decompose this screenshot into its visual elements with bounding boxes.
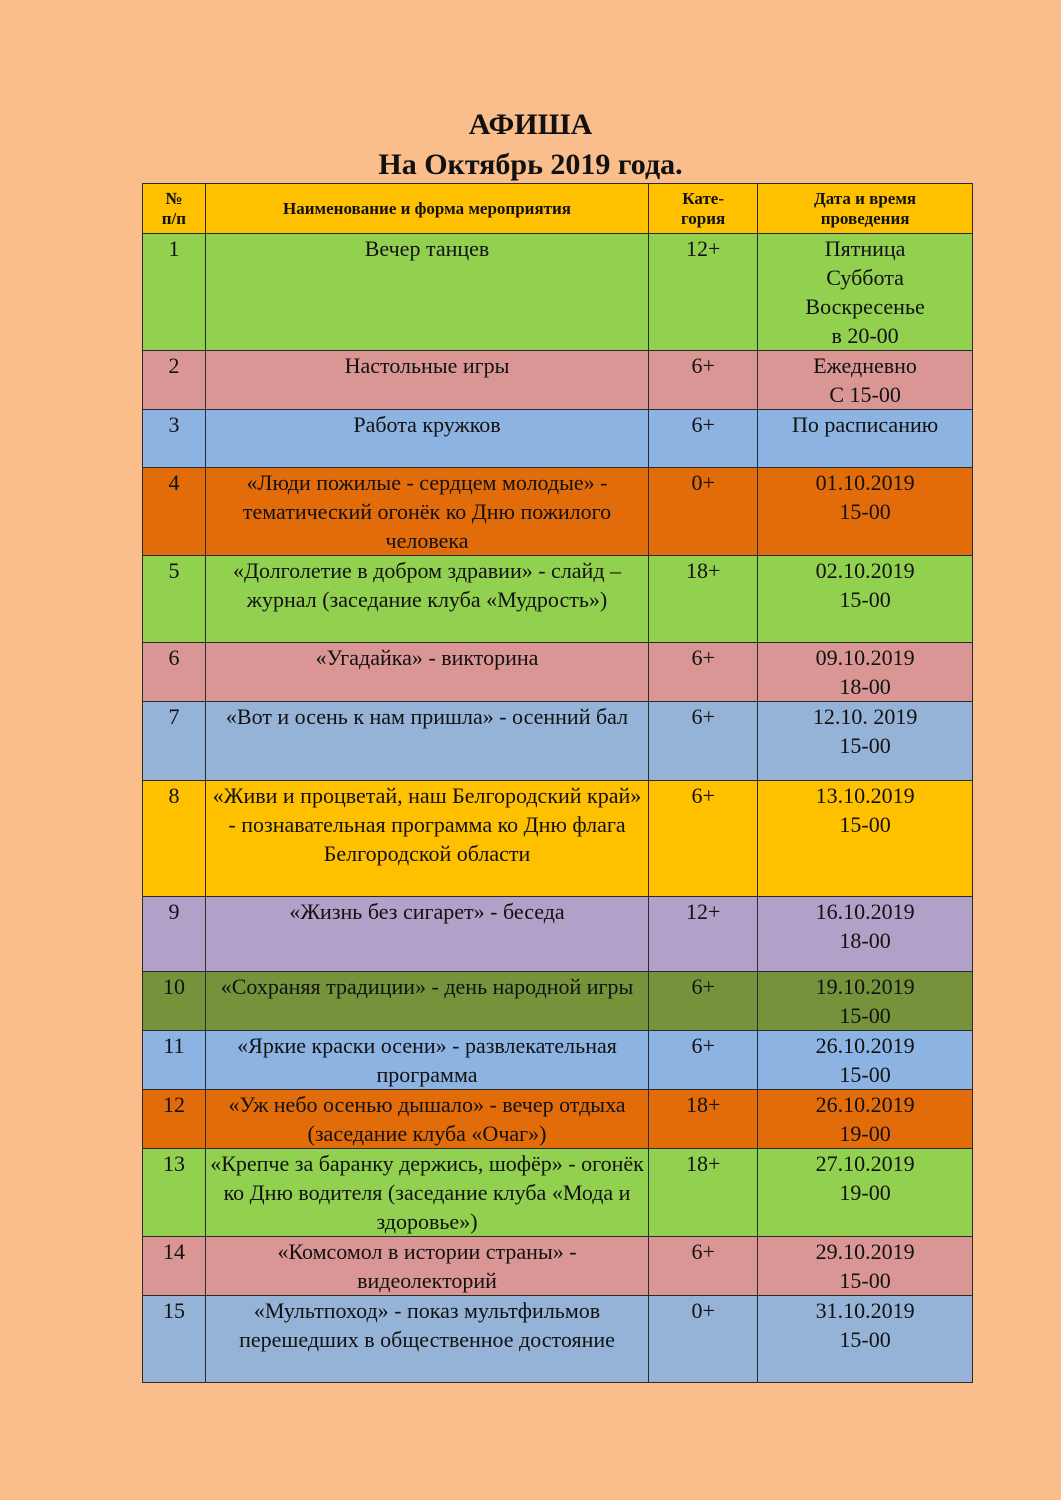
cell-datetime: Пятница Суббота Воскресенье в 20-00 — [758, 234, 973, 351]
cell-num: 11 — [143, 1031, 206, 1090]
table-row — [143, 1031, 973, 1090]
cell-datetime: 13.10.2019 15-00 — [758, 781, 973, 897]
cell-num: 6 — [143, 643, 206, 702]
cell-datetime: 26.10.2019 19-00 — [758, 1090, 973, 1149]
cell-name: Вечер танцев — [205, 234, 648, 351]
table-row — [143, 351, 973, 410]
cell-num: 13 — [143, 1149, 206, 1237]
poster-subtitle: На Октябрь 2019 года. — [378, 148, 683, 181]
cell-name: «Вот и осень к нам пришла» - осенний бал — [205, 702, 648, 781]
table-row — [143, 1237, 973, 1296]
cell-name: «Угадайка» - викторина — [205, 643, 648, 702]
table-row — [143, 234, 973, 351]
cell-category: 6+ — [649, 1031, 758, 1090]
table-row — [143, 556, 973, 643]
table-row — [143, 972, 973, 1031]
cell-name: Настольные игры — [205, 351, 648, 410]
header-datetime: Дата и время проведения — [758, 184, 973, 234]
header-category: Кате- гория — [649, 184, 758, 234]
cell-datetime: 16.10.2019 18-00 — [758, 897, 973, 972]
cell-num: 15 — [143, 1296, 206, 1383]
cell-datetime: 29.10.2019 15-00 — [758, 1237, 973, 1296]
cell-category: 6+ — [649, 643, 758, 702]
cell-category: 0+ — [649, 468, 758, 556]
cell-datetime: 01.10.2019 15-00 — [758, 468, 973, 556]
cell-num: 8 — [143, 781, 206, 897]
cell-datetime: 31.10.2019 15-00 — [758, 1296, 973, 1383]
cell-name: «Жизнь без сигарет» - беседа — [205, 897, 648, 972]
table-header-row — [143, 184, 973, 234]
cell-category: 12+ — [649, 897, 758, 972]
cell-datetime: 27.10.2019 19-00 — [758, 1149, 973, 1237]
cell-name: «Сохраняя традиции» - день народной игры — [205, 972, 648, 1031]
cell-category: 6+ — [649, 702, 758, 781]
cell-datetime: По расписанию — [758, 410, 973, 468]
cell-datetime: 09.10.2019 18-00 — [758, 643, 973, 702]
cell-num: 1 — [143, 234, 206, 351]
cell-name: «Комсомол в истории страны» - видеолекторий — [205, 1237, 648, 1296]
table-row — [143, 781, 973, 897]
cell-name: «Крепче за баранку держись, шофёр» - огонёк ко Дню водителя (заседание клуба «Мода и здоровье») — [205, 1149, 648, 1237]
table-row — [143, 897, 973, 972]
header-name: Наименование и форма мероприятия — [205, 184, 648, 234]
cell-name: «Уж небо осенью дышало» - вечер отдыха (заседание клуба «Очаг») — [205, 1090, 648, 1149]
events-table — [142, 183, 973, 1383]
cell-datetime: 02.10.2019 15-00 — [758, 556, 973, 643]
poster-title: АФИША — [468, 108, 593, 141]
cell-datetime: Ежедневно С 15-00 — [758, 351, 973, 410]
cell-num: 12 — [143, 1090, 206, 1149]
cell-category: 18+ — [649, 1090, 758, 1149]
cell-name: «Мультпоход» - показ мультфильмов перешедших в общественное достояние — [205, 1296, 648, 1383]
cell-datetime: 12.10. 2019 15-00 — [758, 702, 973, 781]
cell-category: 6+ — [649, 1237, 758, 1296]
cell-name: «Живи и процветай, наш Белгородский край» - познавательная программа ко Дню флага Белгородской области — [205, 781, 648, 897]
cell-num: 5 — [143, 556, 206, 643]
table-row — [143, 1090, 973, 1149]
cell-num: 4 — [143, 468, 206, 556]
cell-category: 18+ — [649, 1149, 758, 1237]
cell-category: 6+ — [649, 781, 758, 897]
cell-num: 7 — [143, 702, 206, 781]
cell-datetime: 19.10.2019 15-00 — [758, 972, 973, 1031]
table-row — [143, 468, 973, 556]
table-row — [143, 702, 973, 781]
cell-category: 12+ — [649, 234, 758, 351]
cell-name: Работа кружков — [205, 410, 648, 468]
cell-category: 0+ — [649, 1296, 758, 1383]
cell-num: 9 — [143, 897, 206, 972]
cell-num: 10 — [143, 972, 206, 1031]
header-num: № п/п — [143, 184, 206, 234]
cell-category: 6+ — [649, 410, 758, 468]
cell-category: 6+ — [649, 972, 758, 1031]
table-row — [143, 643, 973, 702]
table-row — [143, 1149, 973, 1237]
cell-category: 18+ — [649, 556, 758, 643]
cell-name: «Люди пожилые - сердцем молодые» - тематический огонёк ко Дню пожилого человека — [205, 468, 648, 556]
cell-num: 14 — [143, 1237, 206, 1296]
table-row — [143, 410, 973, 468]
table-row — [143, 1296, 973, 1383]
cell-datetime: 26.10.2019 15-00 — [758, 1031, 973, 1090]
cell-num: 2 — [143, 351, 206, 410]
cell-num: 3 — [143, 410, 206, 468]
cell-name: «Долголетие в добром здравии» - слайд – журнал (заседание клуба «Мудрость») — [205, 556, 648, 643]
cell-name: «Яркие краски осени» - развлекательная программа — [205, 1031, 648, 1090]
cell-category: 6+ — [649, 351, 758, 410]
